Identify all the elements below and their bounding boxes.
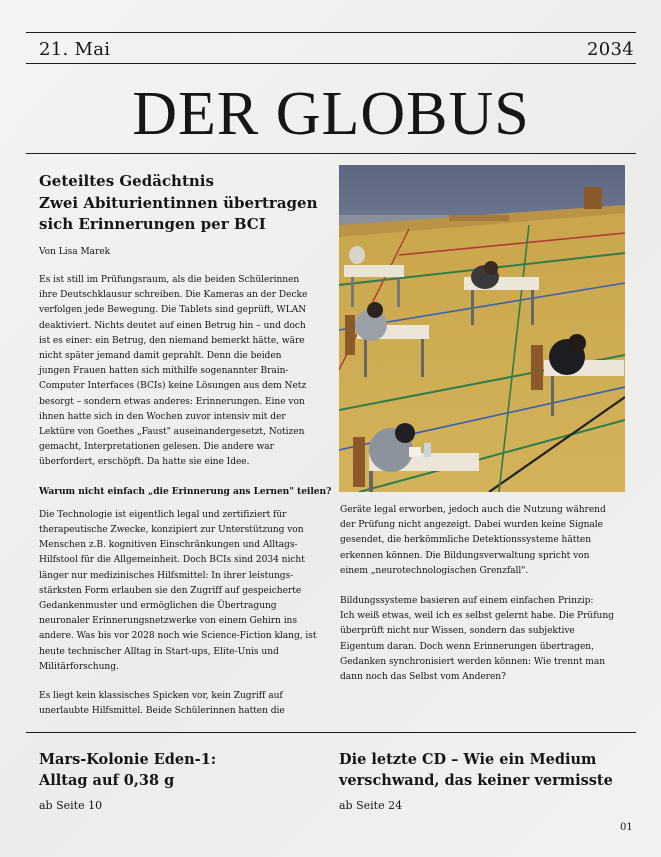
article-subheading <box>39 484 331 499</box>
article-paragraph <box>340 503 636 579</box>
text-line: unerlaubte Hilfsmittel. Beide Schülerinnen hatten die <box>39 706 285 717</box>
text-line: Militärforschung. <box>39 661 119 672</box>
subheading-text: Warum nicht einfach „die Erinnerung ans Lernen" teilen? <box>39 485 332 497</box>
teaser-title-mars[interactable] <box>39 749 216 791</box>
issue-date: 21. Mai <box>39 39 111 60</box>
text-line: überprüft nicht nur Wissen, sondern das subjektive <box>340 626 575 637</box>
teaser-title-line: Die letzte CD – Wie ein Medium <box>339 751 597 768</box>
text-line: dann noch das Selbst vom Anderen? <box>340 672 506 683</box>
text-line: jungen Frauen hatten sich mithilfe sogenannter Brain- <box>39 366 289 377</box>
teaser-title-line: Alltag auf 0,38 g <box>39 772 175 789</box>
text-line: Die Technologie ist eigentlich legal und zertifiziert für <box>39 509 287 520</box>
text-line: Ich weiß etwas, weil ich es selbst gelernt habe. Die Prüfung <box>340 611 614 622</box>
text-line: stärksten Form erlauben sie den Zugriff auf gespeicherte <box>39 585 302 596</box>
top-rule <box>26 32 636 33</box>
teaser-title-line: Mars-Kolonie Eden-1: <box>39 751 217 768</box>
exam-hall-illustration <box>339 165 625 492</box>
text-line: Lektüre von Goethes „Faust" auseinandergesetzt, Notizen <box>39 427 305 438</box>
headline-line: Zwei Abiturientinnen übertragen <box>39 193 318 212</box>
text-line: besorgt – sondern etwas anderes: Erinnerungen. Eine von <box>39 396 305 407</box>
text-line: therapeutische Zwecke, konzipiert zur Unterstützung von <box>39 525 304 536</box>
headline-line: Geteiltes Gedächtnis <box>39 172 214 190</box>
text-line: ihnen hatte sich in den Wochen zuvor intensiv mit der <box>39 411 286 422</box>
article-column-left <box>39 273 331 719</box>
exam-hall-photo <box>339 165 625 492</box>
text-line: neuronaler Erinnerungsnetzwerke von einem Gehirn ins <box>39 616 297 627</box>
article-paragraph <box>39 689 331 719</box>
teaser-page-ref-cd: ab Seite 24 <box>339 799 403 812</box>
text-line: heute technischer Alltag in Start-ups, Elite-Unis und <box>39 646 279 657</box>
article-paragraph <box>39 273 331 471</box>
article-paragraph <box>340 594 636 685</box>
text-line: ihre Deutschklausur schreiben. Die Kameras an der Decke <box>39 290 308 301</box>
text-line: deaktiviert. Nichts deutet auf einen Betrug hin – und doch <box>39 320 306 331</box>
teaser-page-ref-mars: ab Seite 10 <box>39 799 103 812</box>
article-column-right <box>340 503 636 685</box>
teaser-title-line: verschwand, das keiner vermisste <box>339 772 613 789</box>
text-line: gesendet, die herkömmliche Detektionssysteme hätten <box>340 535 592 546</box>
text-line: Bildungssysteme basieren auf einem einfachen Prinzip: <box>340 596 594 607</box>
text-line: ist es einer: ein Betrug, den niemand bemerkt hätte, wäre <box>39 335 305 346</box>
byline: Von Lisa Marek <box>39 247 111 257</box>
date-rule <box>26 63 636 64</box>
headline-line: sich Erinnerungen per BCI <box>39 215 266 233</box>
text-line: Es liegt kein klassisches Spicken vor, kein Zugriff auf <box>39 691 283 702</box>
text-line: einem „neurotechnologischen Grenzfall". <box>340 565 529 576</box>
article-headline <box>39 171 329 236</box>
text-line: Geräte legal erworben, jedoch auch die Nutzung während <box>340 505 606 515</box>
text-line: Gedankenmuster und ermöglichen die Übertragung <box>39 601 277 612</box>
teaser-rule <box>26 732 636 733</box>
masthead-rule <box>26 153 636 154</box>
teaser-title-cd[interactable] <box>339 749 613 791</box>
masthead: DER GLOBUS <box>132 80 530 148</box>
text-line: Menschen z.B. kognitiven Einschränkungen und Alltags- <box>39 540 298 551</box>
text-line: der Prüfung nicht angezeigt. Dabei wurden keine Signale <box>340 520 603 531</box>
article-paragraph <box>39 508 331 675</box>
text-line: Computer Interfaces (BCIs) keine Lösungen aus dem Netz <box>39 381 307 392</box>
text-line: verfolgen jede Bewegung. Die Tablets sind geprüft, WLAN <box>39 305 307 316</box>
text-line: gemacht, Interpretationen gelesen. Die andere war <box>39 442 274 453</box>
text-line: überfordert, erschöpft. Da hatte sie eine Idee. <box>39 457 250 468</box>
page-number: 01 <box>620 822 633 833</box>
text-line: Eigentum daran. Doch wenn Erinnerungen übertragen, <box>340 641 594 652</box>
text-line: Gedanken synchronisiert werden können: Wie trennt man <box>340 656 606 667</box>
text-line: Es ist still im Prüfungsraum, als die beiden Schülerinnen <box>39 275 300 285</box>
text-line: erkennen können. Die Bildungsverwaltung spricht von <box>340 550 590 561</box>
text-line: Hilfstool für die Allgemeinheit. Doch BCIs sind 2034 nicht <box>39 555 305 566</box>
text-line: andere. Was bis vor 2028 noch wie Science-Fiction klang, ist <box>39 631 317 642</box>
text-line: nicht später jemand damit geprahlt. Denn die beiden <box>39 351 282 362</box>
issue-year: 2034 <box>586 39 634 60</box>
text-line: länger nur medizinisches Hilfsmittel: In ihrer leistungs- <box>39 570 294 581</box>
